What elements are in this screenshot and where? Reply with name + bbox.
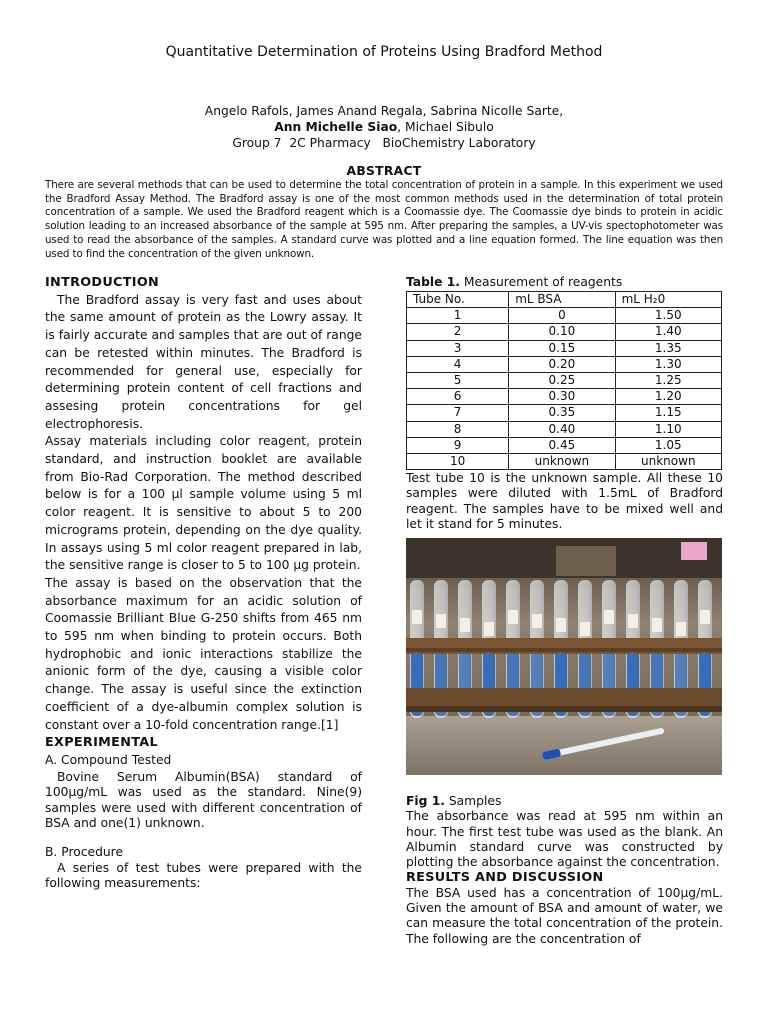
table-cell: 0.25 bbox=[509, 372, 615, 388]
affiliation: Group 7 2C Pharmacy BioChemistry Laboratory bbox=[232, 136, 536, 150]
samples-photo bbox=[406, 538, 722, 775]
figure-caption bbox=[406, 793, 723, 809]
author-bold: Ann Michelle Siao bbox=[274, 120, 398, 134]
table-header-cell: mL BSA bbox=[509, 292, 615, 308]
table-cell: 0.30 bbox=[509, 389, 615, 405]
authors-line-2 bbox=[0, 119, 768, 135]
table-cell: 7 bbox=[407, 405, 509, 421]
results-heading: RESULTS AND DISCUSSION bbox=[406, 870, 604, 886]
compound-tested-text: Bovine Serum Albumin(BSA) standard of 100µg/mL was used as the standard. Nine(9) samples were used with different concentration of BSA and one(1) unknown. bbox=[45, 769, 362, 830]
table-cell: 0.40 bbox=[509, 421, 615, 437]
author-block bbox=[0, 103, 768, 151]
experimental-heading: EXPERIMENTAL bbox=[45, 735, 158, 751]
table-cell: 10 bbox=[407, 453, 509, 469]
paper-title: Quantitative Determination of Proteins Using Bradford Method bbox=[165, 44, 603, 60]
intro-paragraph-2: Assay materials including color reagent, protein standard, and instruction booklet are available from Bio-Rad Corporation. The method described below is for a 100 µl sample volume using 5 ml color reagent. It is sensitive to about 5 to 200 micrograms protein, depending on the dye quality. In assays using 5 ml color reagent prepared in lab, the sensitive range is closer to 5 to 100 µg protein. bbox=[45, 434, 362, 573]
table-row bbox=[407, 421, 722, 437]
table-row bbox=[407, 453, 722, 469]
table-cell: 8 bbox=[407, 421, 509, 437]
table-caption bbox=[406, 274, 723, 290]
table-cell: 0 bbox=[509, 308, 615, 324]
table-header-row bbox=[407, 292, 722, 308]
authors-line-2-rest: , Michael Sibulo bbox=[397, 120, 494, 134]
table-cell: 0.20 bbox=[509, 356, 615, 372]
table-cell: 1.30 bbox=[615, 356, 721, 372]
table-cell: 1.35 bbox=[615, 340, 721, 356]
right-column bbox=[406, 274, 723, 947]
table-cell: 0.45 bbox=[509, 437, 615, 453]
after-figure-text: The absorbance was read at 595 nm within an hour. The first test tube was used as the blank. An Albumin standard curve was constructed by plotting the absorbance against the concentration. bbox=[406, 809, 723, 870]
intro-paragraph-3: The assay is based on the observation that the absorbance maximum for an acidic solution of Coomassie Brilliant Blue G-250 shifts from 465 nm to 595 nm when binding to protein occurs. Both hydrophobic and ionic interactions stabilize the anionic form of the dye, causing a visible color change. The assay is useful since the extinction coefficient of a dye-albumin complex solution is constant over a 10-fold concentration range.[1] bbox=[45, 575, 362, 732]
table-row bbox=[407, 372, 722, 388]
results-text: The BSA used has a concentration of 100µg/mL. Given the amount of BSA and amount of water, we can measure the total concentration of the protein. The following are the concentration of bbox=[406, 885, 723, 946]
table-row bbox=[407, 437, 722, 453]
figure-caption-label: Fig 1. bbox=[406, 794, 445, 809]
introduction-heading: INTRODUCTION bbox=[45, 275, 160, 290]
procedure-text: A series of test tubes were prepared with the following measurements: bbox=[45, 860, 362, 891]
table-cell: 1.10 bbox=[615, 421, 721, 437]
table-cell: 0.10 bbox=[509, 324, 615, 340]
table-cell: 1.05 bbox=[615, 437, 721, 453]
table-caption-text: Measurement of reagents bbox=[459, 275, 623, 289]
table-cell: 1.15 bbox=[615, 405, 721, 421]
table-cell: 1 bbox=[407, 308, 509, 324]
intro-paragraph-1: The Bradford assay is very fast and uses about the same amount of protein as the Lowry assay. It is fairly accurate and samples that are out of range can be retested within minutes. The Bradford is recommended for general use, especially for determining protein content of cell fractions and assesing protein concentrations for gel electrophoresis. bbox=[45, 292, 362, 431]
table-row bbox=[407, 340, 722, 356]
table-cell: unknown bbox=[615, 453, 721, 469]
table-row bbox=[407, 405, 722, 421]
table-cell: 6 bbox=[407, 389, 509, 405]
table-cell: 9 bbox=[407, 437, 509, 453]
procedure-heading: B. Procedure bbox=[45, 845, 124, 860]
table-row bbox=[407, 356, 722, 372]
table-cell: 3 bbox=[407, 340, 509, 356]
table-cell: 1.25 bbox=[615, 372, 721, 388]
after-table-text: Test tube 10 is the unknown sample. All these 10 samples were diluted with 1.5mL of Bradford reagent. The samples have to be mixed well and let it stand for 5 minutes. bbox=[406, 471, 723, 531]
table-header-cell: Tube No. bbox=[407, 292, 509, 308]
table-row bbox=[407, 324, 722, 340]
compound-tested-heading: A. Compound Tested bbox=[45, 752, 172, 767]
table-cell: 5 bbox=[407, 372, 509, 388]
table-header-cell: mL H₂0 bbox=[615, 292, 721, 308]
table-caption-label: Table 1. bbox=[406, 275, 460, 289]
table-row bbox=[407, 389, 722, 405]
table-cell: 0.15 bbox=[509, 340, 615, 356]
table-cell: 4 bbox=[407, 356, 509, 372]
table-cell: 1.50 bbox=[615, 308, 721, 324]
abstract-text: There are several methods that can be used to determine the total concentration of protein in a sample. In this experiment we used the Bradford Assay Method. The Bradford assay is one of the most common methods used in the determination of total protein concentration of a sample. We used the Bradford reagent which is a Coomassie dye. The Coomassie dye binds to protein in acidic solution leading to an increased absorbance of the sample at 595 nm. After preparing the samples, a UV-vis spectophotometer was used to read the absorbance of the samples. A standard curve was plotted and a line equation formed. The line equation was then used to find the concentration of the given unknown. bbox=[45, 179, 723, 260]
table-cell: unknown bbox=[509, 453, 615, 469]
table-row bbox=[407, 308, 722, 324]
table-cell: 1.20 bbox=[615, 389, 721, 405]
table-cell: 0.35 bbox=[509, 405, 615, 421]
abstract-heading: ABSTRACT bbox=[346, 164, 422, 178]
left-column bbox=[45, 274, 362, 892]
figure-caption-text: Samples bbox=[444, 794, 502, 809]
table-cell: 1.40 bbox=[615, 324, 721, 340]
table-cell: 2 bbox=[407, 324, 509, 340]
reagents-table bbox=[406, 291, 722, 470]
authors-line-1: Angelo Rafols, James Anand Regala, Sabrina Nicolle Sarte, bbox=[204, 104, 564, 118]
test-tubes-photo-illustration bbox=[406, 538, 722, 775]
